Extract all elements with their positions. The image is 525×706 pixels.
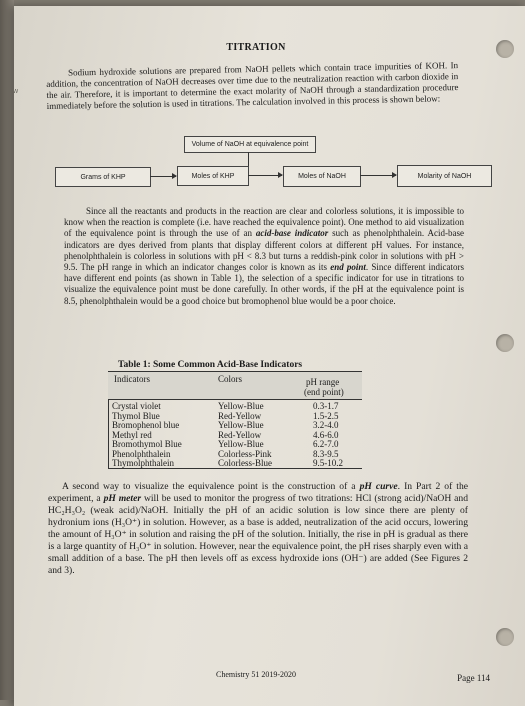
ph-curve-text: A second way to visualize the equivalence point is the construction of a (62, 481, 360, 492)
cell-colors: Colorless-Blue (218, 458, 272, 468)
table-title: Table 1: Some Common Acid-Base Indicators (118, 360, 303, 370)
cell-ph-range: 8.3-9.5 (313, 448, 339, 459)
term-ph-meter: pH meter (103, 493, 142, 504)
cell-indicator: Bromothymol Blue (112, 439, 182, 449)
cell-ph-range: 4.6-6.0 (313, 429, 339, 440)
header-indicators: Indicators (114, 374, 150, 384)
flow-box-moles-khp: Moles of KHP (177, 166, 249, 186)
intro-paragraph (46, 60, 459, 112)
cell-ph-range: 1.5-2.5 (313, 410, 339, 421)
header-colors: Colors (218, 374, 243, 384)
flow-box-volume: Volume of NaOH at equivalence point (184, 136, 316, 153)
cell-indicator: Crystal violet (112, 401, 161, 411)
flow-connector (248, 152, 249, 167)
flow-arrow (248, 175, 282, 176)
cell-colors: Yellow-Blue (218, 420, 264, 430)
term-acid-base-indicator: acid-base indicator (255, 228, 329, 239)
cell-colors: Red-Yellow (218, 410, 262, 421)
table-left-border (108, 400, 109, 468)
cell-ph-range: 3.2-4.0 (313, 420, 339, 430)
cell-indicator: Methyl red (112, 429, 152, 440)
page-number: Page 114 (457, 673, 490, 683)
cell-ph-range: 0.3-1.7 (313, 401, 339, 411)
indicator-table (108, 371, 362, 469)
cell-colors: Colorless-Pink (218, 448, 272, 459)
indicator-text: Since all the reactants and products in the reaction are clear and colorless solutions, it is impossible to know when the reaction is complete (i.e. have reached the equivalence point). One method to aid visualization of the equivalence point is through the use of an (64, 206, 464, 239)
cell-ph-range: 6.2-7.0 (313, 439, 339, 449)
margin-mark: w (13, 88, 19, 95)
page-footer: Chemistry 51 2019-2020 (216, 670, 296, 679)
cell-colors: Red-Yellow (218, 429, 262, 440)
page-title: TITRATION (226, 42, 286, 53)
cell-indicator: Bromophenol blue (112, 420, 180, 430)
cell-indicator: Thymol Blue (112, 410, 160, 421)
indicator-paragraph (64, 206, 464, 307)
indicator-text: . Since different indicators have different end points (as shown in Table 1), the selection of a specific indicator for use in titrations to visualize the equivalence point must be done carefully. In other words, if the pH at the equivalence point is 8.5, phenolphthalein would be a good choice but bromophenol blue would be a poor choice. (64, 262, 464, 306)
term-ph-curve: pH curve (359, 481, 398, 492)
ph-curve-paragraph (48, 481, 468, 577)
table-header (108, 372, 362, 400)
header-ph-range: pH range (306, 377, 340, 387)
cell-indicator: Phenolphthalein (112, 448, 171, 459)
cell-colors: Yellow-Blue (218, 439, 264, 449)
flow-box-grams-khp: Grams of KHP (55, 167, 151, 187)
header-end-point: (end point) (304, 387, 344, 397)
ph-curve-text: . In Part 2 of the experiment, a (48, 481, 468, 504)
flow-arrow (150, 176, 176, 177)
flow-box-molarity-naoh: Molarity of NaOH (397, 165, 492, 187)
cell-indicator: Thymolphthalein (112, 458, 174, 468)
flow-box-moles-naoh: Moles of NaOH (283, 166, 361, 187)
indicator-text: such as phenolphthalein. Acid-base indicators are dyes derived from plants that display different colors at different pH values. For instance, phenolphthalein is colorless in solutions with pH < 8.3 but turns a reddish-pink color in solutions with pH > 9.5. The pH range in which an indicator changes color is known as its (64, 228, 465, 273)
cell-colors: Yellow-Blue (218, 401, 264, 411)
term-end-point: end point (330, 262, 366, 273)
flow-arrow (360, 175, 396, 176)
intro-text: Sodium hydroxide solutions are prepared from NaOH pellets which contain trace impurities of KOH. In addition, the concentration of NaOH decreases over time due to the neutralization reaction with carbon dioxide in the air. Therefore, it is important to determine the exact molarity of NaOH through a standardization procedure immediately before the solution is used in titrations. The calculation involved in this process is shown below: (46, 60, 459, 111)
ph-curve-text: will be used to monitor the progress of two titrations: HCl (strong acid)/NaOH and HC₂H₃O₂ (weak acid)/NaOH. Initially the pH of an acidic solution is low since there are plenty of hydronium ions (H₃O⁺) in solution. However, as a base is added, neutralization of the acid occurs, lowering the amount of H₃O⁺ in solution and raising the pH of the solution. Initially, the rise in pH is gradual as there is a large quantity of H₃O⁺ in solution. However, near the equivalence point, the pH rises sharply even with a small addition of a base. The pH then levels off as excess hydroxide ions (OH⁻) are added (See Figures 2 and 3). (48, 493, 468, 576)
cell-ph-range: 9.5-10.2 (313, 458, 343, 468)
